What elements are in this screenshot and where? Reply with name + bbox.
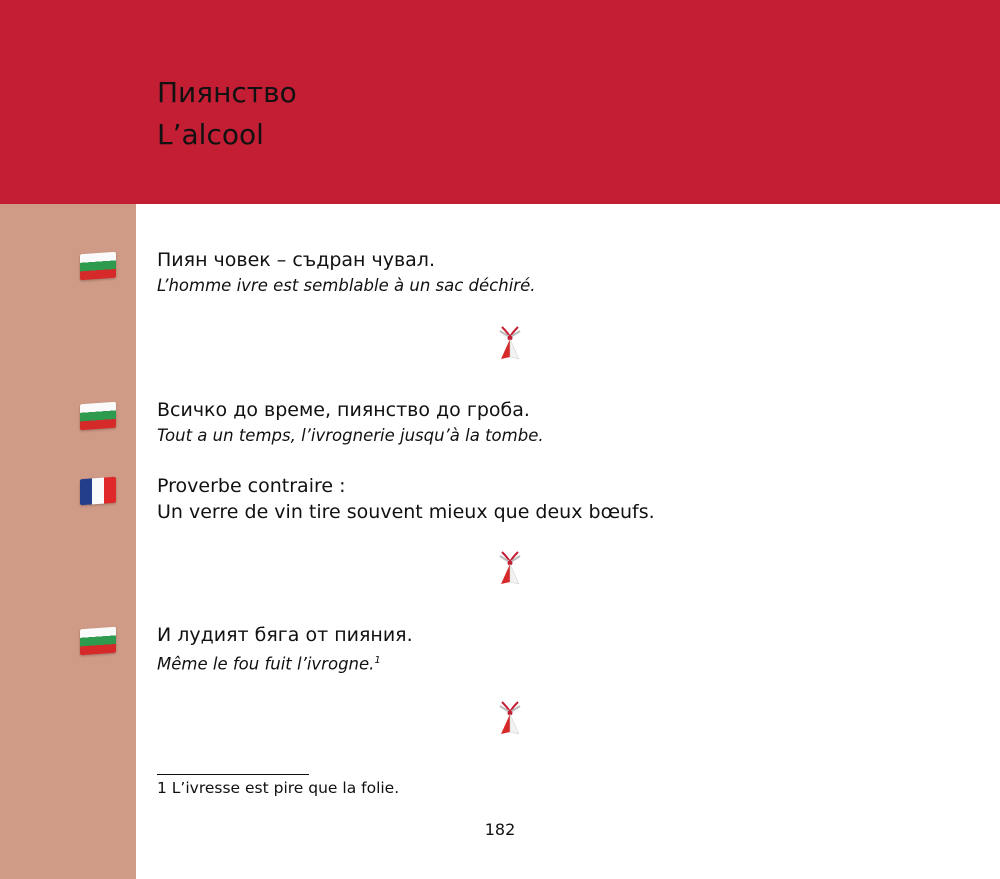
chapter-header: [0, 0, 1000, 204]
footnote-reference: 1: [374, 655, 381, 666]
bulgaria-flag-icon: [80, 252, 116, 281]
page-number: [0, 820, 1000, 839]
footnote-divider: [157, 774, 309, 775]
proverb-4-bulgarian: И лудият бяга от пияния.: [157, 624, 413, 646]
left-sidebar-band: [0, 204, 136, 879]
proverb-1-french: L’homme ivre est semblable à un sac déchiré.: [157, 276, 536, 295]
footnote-text: 1 L’ivresse est pire que la folie.: [157, 779, 400, 797]
martenitsa-icon: [494, 698, 526, 738]
proverb-4-french-text: Même le fou fuit l’ivrogne.: [157, 654, 375, 674]
proverb-2-bulgarian: Всичко до време, пиянство до гроба.: [157, 399, 530, 421]
bulgaria-flag-icon: [80, 627, 116, 656]
bulgaria-flag-icon: [80, 402, 116, 431]
page-number-text: 182: [484, 820, 516, 839]
proverb-2-french: Tout a un temps, l’ivrognerie jusqu’à la tombe.: [157, 426, 544, 445]
martenitsa-icon: [494, 548, 526, 588]
proverb-4-french: [157, 650, 381, 676]
chapter-title-french: L’alcool: [157, 118, 264, 151]
proverb-1-bulgarian: Пиян човек – съдран чувал.: [157, 249, 435, 271]
chapter-title-bulgarian: Пиянство: [157, 76, 297, 109]
proverb-3-text: Un verre de vin tire souvent mieux que deux bœufs.: [157, 501, 655, 523]
proverb-3-intro: Proverbe contraire :: [157, 475, 346, 497]
france-flag-icon: [80, 477, 116, 506]
martenitsa-icon: [494, 323, 526, 363]
